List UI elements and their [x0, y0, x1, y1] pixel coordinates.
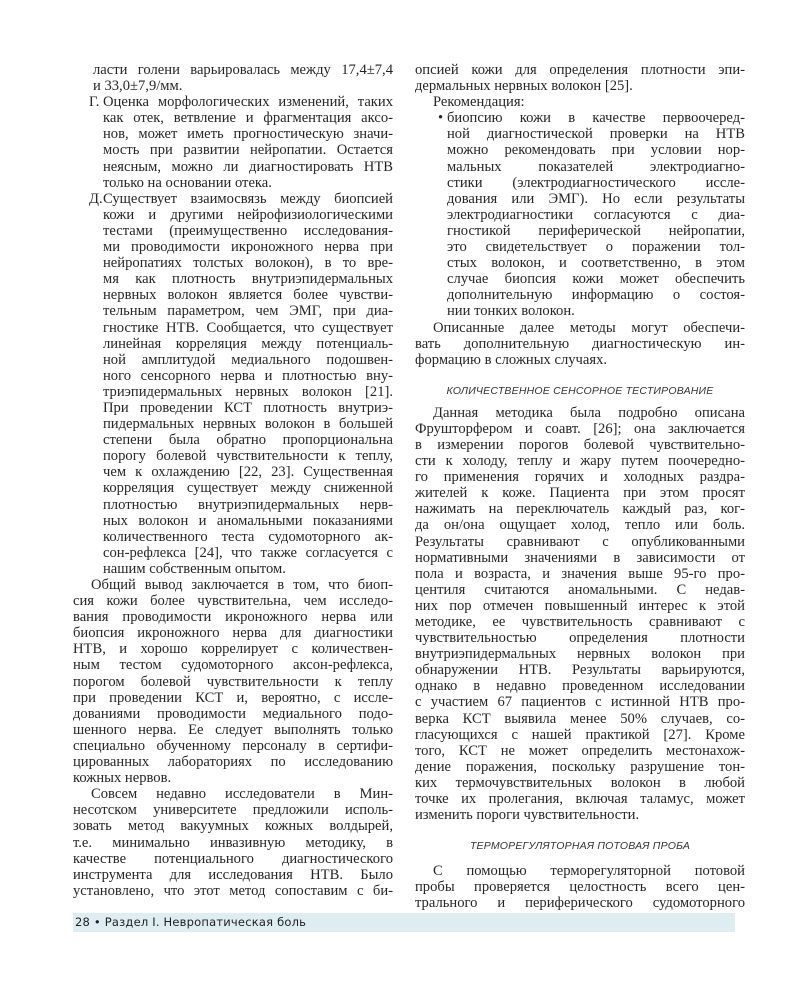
paragraph	[415, 320, 745, 368]
text-line: чувствительностью определения плотности	[415, 630, 745, 647]
text-line: можно рекомендовать при условии нор-	[447, 142, 745, 159]
text-line: цированных лабораториях по исследованию	[73, 754, 393, 771]
text-line: ной амплитудой медиального подошвен-	[103, 351, 393, 368]
text-line: При проведении КСТ плотность внутриэ-	[103, 399, 393, 416]
text-line: Существует взаимосвязь между биопсией	[103, 190, 393, 207]
text-line: шенного нерва. Ее следует выполнять только	[73, 721, 393, 738]
text-line: однако в недавно проведенном исследовании	[415, 678, 745, 695]
list-item-label: Г.	[89, 94, 100, 111]
text-line: ласти голени варьировалась между 17,4±7,4	[93, 62, 393, 78]
text-line: мя как плотность внутриэпидермальных	[103, 271, 393, 288]
text-line: ным тестом судомоторного аксон-рефлекса,	[73, 657, 393, 674]
text-line: ми проводимости икроножного нерва при	[103, 239, 393, 256]
right-column	[415, 62, 745, 912]
text-line: чем к охлаждению [22, 23]. Существенная	[103, 464, 393, 481]
left-column	[73, 62, 393, 899]
text-line: линейная корреляция между потенциаль-	[103, 335, 393, 352]
paragraph	[415, 405, 745, 823]
text-line: пробы проверяется целостность всего цен-	[415, 879, 745, 896]
text-line: в измерении порогов болевой чувствительно-	[415, 436, 745, 453]
section-heading	[415, 383, 745, 399]
text-line: гласующихся с нашей практикой [27]. Кроме	[415, 726, 745, 743]
text-line: качестве потенциального диагностического	[73, 850, 393, 867]
text-line: нов, может иметь прогностическую значи-	[103, 126, 393, 143]
text-line: корреляция существует между сниженной	[103, 480, 393, 497]
text-line: установлено, что этот метод сопоставим с би-	[73, 882, 393, 899]
text-line: ного сенсорного нерва и плотностью вну-	[103, 367, 393, 384]
text-line: неясным, можно ли диагностировать НТВ	[103, 158, 393, 175]
text-line: го применения горячих и холодных раздра-	[415, 469, 745, 486]
text-line: плотностью внутриэпидермальных нерв-	[103, 496, 393, 513]
text-line: ных волокон и аномальными показаниями	[103, 512, 393, 529]
text-line: инструмента для исследования НТВ. Было	[73, 866, 393, 883]
text-line: мальных показателей электродиагно-	[447, 158, 745, 175]
text-line: да он/она ощущает холод, тепло или боль.	[415, 517, 745, 534]
text-line: Данная методика была подробно описана	[433, 404, 745, 421]
section-heading-text: ТЕРМОРЕГУЛЯТОРНАЯ ПОТОВАЯ ПРОБА	[469, 840, 691, 853]
text-line: Фрушторфером и соавт. [26]; она заключается	[415, 420, 745, 437]
text-line: триэпидермальных нервных волокон [21].	[103, 383, 393, 400]
text-line: с участием 67 пациентов с истинной НТВ про-	[415, 694, 745, 711]
text-line: степени была обратно пропорциональна	[103, 432, 393, 449]
text-line: биопсия икроножного нерва для диагностики	[73, 625, 393, 642]
text-line: электродиагностики согласуются с диа-	[447, 206, 745, 223]
text-line: сон-рефлекса [24], что также согласуется с	[103, 544, 393, 561]
section-heading-text: КОЛИЧЕСТВЕННОЕ СЕНСОРНОЕ ТЕСТИРОВАНИЕ	[446, 384, 714, 397]
bullet-icon: •	[438, 110, 444, 127]
text-line: нервных волокон является более чувстви-	[103, 287, 393, 304]
text-line: изменить пороги чувствительности.	[415, 807, 640, 824]
text-line: вания проводимости икроножного нерва или	[73, 609, 393, 626]
text-line: дованиями проводимости медиального подо-	[73, 705, 393, 722]
list-item	[73, 94, 393, 191]
text-line: кожных нервов.	[73, 770, 172, 787]
text-line: несотском университете предложили исполь-	[73, 802, 393, 819]
bullet-item	[415, 110, 745, 319]
text-line: дермальных нервных волокон [25].	[415, 78, 633, 95]
text-line: специально обученному персоналу в сертифи-	[73, 737, 393, 754]
text-line: и 33,0±7,9/мм.	[93, 78, 183, 95]
text-line: нормативными значениями в зависимости от	[415, 549, 745, 566]
text-line: количественного теста судомоторного ак-	[103, 528, 393, 545]
text-line: как отек, ветвление и фрагментация аксо-	[103, 110, 393, 127]
list-item-label: Д.	[89, 190, 103, 207]
text-line: пидермальных нервных волокон в большей	[103, 416, 393, 433]
text-line: зовать метод вакуумных кожных волдырей,	[73, 818, 393, 835]
text-line: случае биопсия кожи может обеспечить	[447, 271, 745, 288]
text-line: сия кожи более чувствительна, чем исследо-	[73, 593, 393, 610]
text-line: ких термочувствительных волокон в любой	[415, 774, 745, 791]
text-line: только на основании отека.	[103, 174, 272, 191]
text-line: дение поражения, поскольку разрушение тон-	[415, 758, 745, 775]
text-line: биопсию кожи в качестве первоочеред-	[447, 110, 745, 127]
text-line: Совсем недавно исследователи в Мин-	[91, 786, 393, 803]
text-line: порогом болевой чувствительности к теплу	[73, 673, 393, 690]
text-line: мость при развитии нейропатии. Остается	[103, 142, 393, 159]
page-footer	[73, 913, 735, 932]
text-line: Результаты сравнивают с опубликованными	[415, 533, 745, 550]
text-line: вать дополнительную диагностическую ин-	[415, 335, 745, 352]
text-line: стых волокон, и соответственно, в этом	[447, 255, 745, 272]
list-item	[73, 191, 393, 577]
text-line: Общий вывод заключается в том, что биоп-	[91, 577, 393, 593]
text-line: внутриэпидермальных нервных волокон при	[415, 646, 745, 663]
text-line: порогу болевой чувствительности к теплу,	[103, 448, 393, 465]
text-line: верка КСТ выявила менее 50% случаев, со-	[415, 710, 745, 727]
text-line: дования или ЭМГ). Но если результаты	[447, 190, 745, 207]
text-line: ной диагностической проверки на НТВ	[447, 126, 745, 143]
paragraph	[415, 62, 745, 94]
text-line: формацию в сложных случаях.	[415, 351, 608, 368]
text-line: НТВ, и хорошо коррелирует с количествен-	[73, 641, 393, 658]
text-line: центиля считаются аномальными. С недав-	[415, 581, 745, 598]
text-line: Рекомендация:	[433, 94, 525, 111]
text-line: опсией кожи для определения плотности эпи-	[415, 62, 745, 78]
text-line: С помощью терморегуляторной потовой	[433, 863, 745, 880]
text-line: сти к холоду, теплу и жару путем поочередно-	[415, 453, 745, 470]
text-line: стики (электродиагностического иссле-	[447, 174, 745, 191]
text-line: трального и периферического судомоторного	[415, 895, 745, 912]
text-line: нейропатиях толстых волокон), в то вре-	[103, 255, 393, 272]
text-line: тестами (преимущественно исследования-	[103, 222, 393, 239]
text-line: нажимать на переключатель каждый раз, ког-	[415, 501, 745, 518]
text-line: при проведении КСТ и, вероятно, с иссле-	[73, 689, 393, 706]
text-line: кожи и другими нейрофизиологическими	[103, 206, 393, 223]
section-heading	[415, 838, 745, 854]
text-line: методике, ее чувствительность сравнивают с	[415, 614, 745, 630]
paragraph	[73, 577, 393, 786]
text-line: тельным параметром, чем ЭМГ, при диа-	[103, 303, 393, 320]
running-footer-text: 28 • Раздел I. Невропатическая боль	[75, 915, 307, 929]
text-line: т.е. минимально инвазивную методику, в	[73, 834, 393, 851]
text-line: нашим собственным опытом.	[103, 560, 286, 577]
text-line: это свидетельствует о поражении тол-	[447, 239, 745, 256]
text-line: того, КСТ не может определить местонахож-	[415, 742, 745, 759]
text-line: пола и возраста, и значения выше 95-го про-	[415, 565, 745, 582]
text-line: жителей к коже. Пациента при этом просят	[415, 485, 745, 502]
text-line: обнаружении НТВ. Результаты варьируются,	[415, 662, 745, 679]
paragraph	[415, 94, 745, 110]
paragraph	[415, 863, 745, 911]
text-line: Оценка морфологических изменений, таких	[103, 94, 393, 111]
text-line: гностикой периферической нейропатии,	[447, 222, 745, 239]
text-line: Описанные далее методы могут обеспечи-	[433, 319, 745, 336]
text-line: точке их пролегания, включая таламус, может	[415, 791, 745, 808]
text-line: них пор отмечен повышенный интерес к этой	[415, 597, 745, 614]
text-line: нии тонких волокон.	[447, 303, 575, 320]
paragraph	[73, 786, 393, 899]
paragraph	[73, 62, 393, 94]
text-line: дополнительную информацию о состоя-	[447, 287, 745, 304]
text-line: гностике НТВ. Сообщается, что существует	[103, 319, 393, 336]
